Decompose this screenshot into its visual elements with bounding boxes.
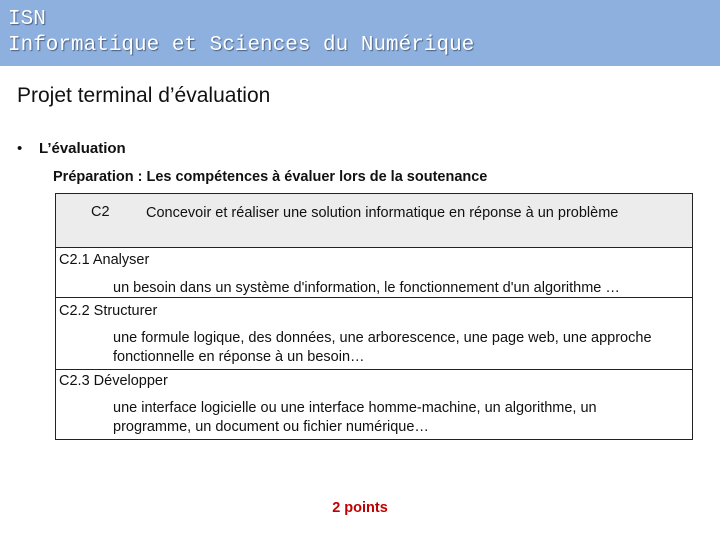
bullet-item — [17, 140, 126, 157]
points-label: 2 points — [332, 500, 388, 516]
competence-code: C2 — [91, 204, 110, 220]
section-divider — [56, 369, 692, 370]
competence-header-row — [56, 194, 692, 248]
section-description-structurer: une formule logique, des données, une arborescence, une page web, une approche fonctionnelle en réponse à un besoin… — [113, 330, 652, 365]
competence-description: Concevoir et réaliser une solution informatique en réponse à un problème — [146, 205, 619, 221]
section-divider — [56, 297, 692, 298]
preparation-heading: Préparation : Les compétences à évaluer lors de la soutenance — [53, 169, 488, 185]
section-title-analyser: C2.1 Analyser — [59, 252, 150, 268]
section-title-structurer: C2.2 Structurer — [59, 303, 158, 319]
section-title-developper: C2.3 Développer — [59, 373, 168, 389]
section-description-developper: une interface logicielle ou une interface homme-machine, un algorithme, un programme, un document ou fichier numérique… — [113, 400, 597, 435]
bullet-icon: • — [17, 140, 23, 157]
section-description-analyser: un besoin dans un système d'information, le fonctionnement d'un algorithme … — [113, 280, 620, 296]
slide-subtitle: Projet terminal d’évaluation — [17, 84, 271, 107]
bullet-label: L’évaluation — [39, 140, 126, 157]
slide-header — [0, 0, 720, 66]
header-title-acronym: ISN — [8, 8, 46, 31]
competence-table — [55, 193, 693, 440]
header-title-full: Informatique et Sciences du Numérique — [8, 34, 475, 57]
